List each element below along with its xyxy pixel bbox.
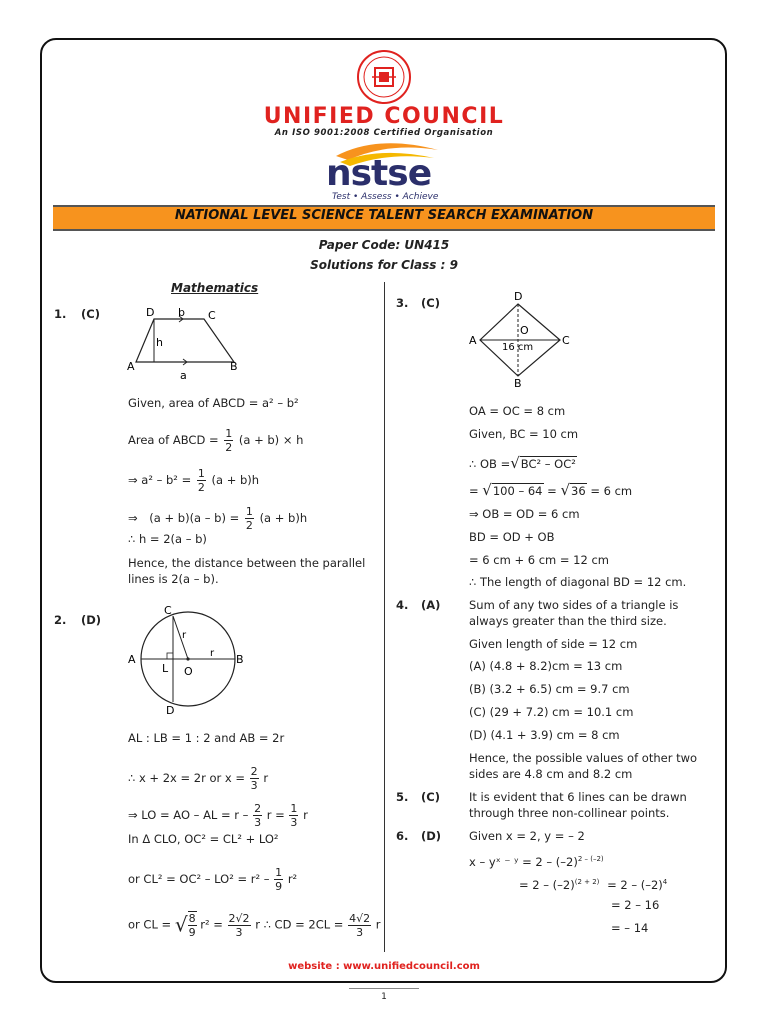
q3-line3: ∴ OB =√BC² – OC² [469,454,576,472]
q6-line2: x – yˣ ⁻ ʸ = $2 - (-2)^{2 - (-2)}$ [469,854,604,869]
q6-answer: (D) [421,829,442,843]
subject-heading: Mathematics [171,281,259,295]
label-L: L [162,662,169,675]
q4-line5: (C) (29 + 7.2) cm = 10.1 cm [469,705,634,719]
class-solutions: Solutions for Class : 9 [310,258,458,272]
q3-line5: ⇒ OB = OD = 6 cm [469,507,580,521]
q2-line4: In Δ CLO, OC² = CL² + LO² [128,832,279,846]
q1-line5: ∴ h = 2(a – b) [128,532,207,546]
column-divider [384,282,385,952]
q6-line3: = $2 - (-2)^{(2 + 2)} = 2 - (-2)^4$ [519,877,668,892]
label-r1: r [182,630,187,641]
q3-line8: ∴ The length of diagonal BD = 12 cm. [469,575,687,589]
label-B: B [514,377,522,390]
q2-line1: AL : LB = 1 : 2 and AB = 2r [128,731,285,745]
label-h: h [156,336,163,349]
logo-tagline: Test • Assess • Achieve [332,192,439,202]
label-A: A [128,653,136,666]
label-C: C [208,309,216,322]
label-C: C [562,334,570,347]
q5-line1b: through three non-collinear points. [469,806,670,820]
paper-code: Paper Code: UN415 [318,238,450,252]
trapezium-figure [124,304,244,384]
exam-banner-text: NATIONAL LEVEL SCIENCE TALENT SEARCH EXAMINATION [174,208,594,223]
q1-line6: Hence, the distance between the parallel [128,556,366,570]
q3-line6: BD = OD + OB [469,530,555,544]
label-O: O [520,324,529,337]
q3-answer: (C) [421,296,440,310]
q1-line1: Given, area of ABCD = a² – b² [128,396,299,410]
q5-number: 5. [396,790,409,804]
q3-number: 3. [396,296,409,310]
q6-line4: = 2 – 16 [611,898,660,912]
label-C: C [164,604,172,617]
label-A: A [469,334,477,347]
q3-line1: OA = OC = 8 cm [469,404,566,418]
q4-number: 4. [396,598,409,612]
website-link[interactable]: website : www.unifiedcouncil.com [288,961,480,972]
label-16cm: 16 cm [502,342,534,353]
q6-number: 6. [396,829,409,843]
q4-line4: (B) (3.2 + 6.5) cm = 9.7 cm [469,682,630,696]
q6-line5: = – 14 [611,921,649,935]
rhombus-figure [464,288,584,390]
q4-line3: (A) (4.8 + 8.2)cm = 13 cm [469,659,623,673]
council-seal-icon [344,48,424,106]
q6-line1: Given x = 2, y = – 2 [469,829,585,843]
q1-answer: (C) [81,307,100,321]
q2-number: 2. [54,613,67,627]
q4-line7b: sides are 4.8 cm and 8.2 cm [469,767,633,781]
iso-tagline: An ISO 9001:2008 Certified Organisation [274,128,494,138]
label-B: B [230,360,238,373]
q1-line7: lines is 2(a – b). [128,572,219,586]
page-number: 1 [381,992,387,1002]
brand-title: UNIFIED COUNCIL [263,104,505,129]
q4-line2: Given length of side = 12 cm [469,637,638,651]
label-b: b [178,306,185,319]
q2-line5: or CL² = OC² – LO² = r² – $\frac{1}{9}$ r² [128,866,298,893]
label-A: A [127,360,135,373]
page-number-rule [349,988,419,989]
q2-line3: ⇒ LO = AO – AL = r – $\frac{2}{3}$ r = $\frac{1}{3}$ r [128,802,308,829]
label-a: a [180,369,187,382]
label-D: D [514,290,523,303]
q1-line3: ⇒ a² – b² = $\frac{1}{2}$ (a + b)h [128,467,260,494]
q2-line2: ∴ x + 2x = 2r or x = $\frac{2}{3}$ r [128,765,269,792]
q1-line2: Area of ABCD = $\frac{1}{2}$ (a + b) × h [128,427,304,454]
q2-line6: or CL = √ $\frac{8}{9}$ r² = $\frac{2√2}{3}$ r ∴ CD = 2CL = $\frac{4√2}{3}$ r [128,911,381,939]
nstse-logo-icon [318,140,448,202]
logo-word: nstse [326,153,432,194]
q1-number: 1. [54,307,67,321]
q4-line1b: always greater than the third size. [469,614,667,628]
q4-line6: (D) (4.1 + 3.9) cm = 8 cm [469,728,620,742]
q4-answer: (A) [421,598,441,612]
q5-line1: It is evident that 6 lines can be drawn [469,790,687,804]
label-D: D [166,704,175,717]
label-r2: r [210,648,215,659]
label-D: D [146,306,155,319]
q3-line2: Given, BC = 10 cm [469,427,579,441]
q4-line7: Hence, the possible values of other two [469,751,698,765]
q4-line1: Sum of any two sides of a triangle is [469,598,679,612]
q3-line4: = √100 – 64 = √36 = 6 cm [469,481,633,499]
q3-line7: = 6 cm + 6 cm = 12 cm [469,553,609,567]
q5-answer: (C) [421,790,440,804]
q2-answer: (D) [81,613,102,627]
label-B: B [236,653,244,666]
q1-line4: ⇒ (a + b)(a – b) = $\frac{1}{2}$ (a + b)h [128,505,308,532]
circle-figure [124,602,254,717]
label-O: O [184,665,193,678]
